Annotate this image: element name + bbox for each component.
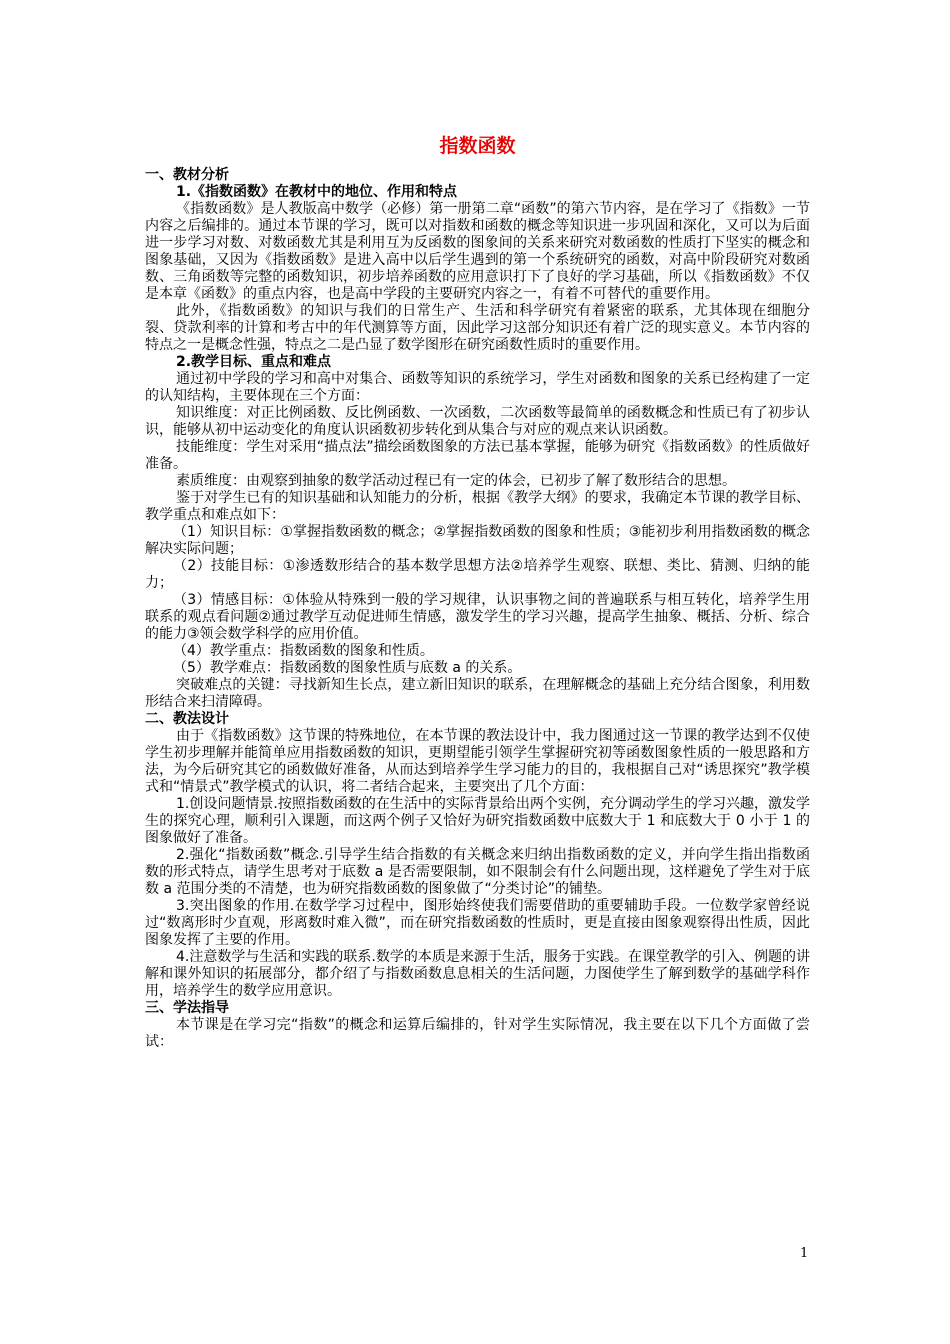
paragraph: 通过初中学段的学习和高中对集合、函数等知识的系统学习，学生对函数和图象的关系已经构建了一定的认知结构，主要体现在三个方面： — [145, 371, 810, 404]
subsection-heading-position: 1.《指数函数》在教材中的地位、作用和特点 — [176, 184, 458, 200]
paragraph: 2.强化“指数函数”概念.引导学生结合指数的有关概念来归纳出指数函数的定义，并向学生指出指数函数的形式特点，请学生思考对于底数 a 是否需要限制，如不限制会有什么问题出现，这样避免了学生对于底数 a 范围分类的不清楚，也为研究指数函数的图象做了“分类讨论”的铺垫。 — [145, 847, 810, 897]
paragraph: 素质维度：由观察到抽象的数学活动过程已有一定的体会，已初步了解了数形结合的思想。 — [176, 473, 736, 489]
goal-item: （3）情感目标：①体验从特殊到一般的学习规律，认识事物之间的普遍联系与相互转化，培养学生用联系的观点看问题②通过教学互动促进师生情感，激发学生的学习兴趣，提高学生抽象、概括、分析、综合的能力③领会数学科学的应用价值。 — [145, 592, 810, 642]
paragraph: 鉴于对学生已有的知识基础和认知能力的分析，根据《教学大纲》的要求，我确定本节课的教学目标、教学重点和难点如下： — [145, 490, 810, 523]
paragraph: 本节课是在学习完“指数”的概念和运算后编排的，针对学生实际情况，我主要在以下几个方面做了尝试： — [145, 1017, 810, 1050]
paragraph: 知识维度：对正比例函数、反比例函数、一次函数，二次函数等最简单的函数概念和性质已有了初步认识，能够从初中运动变化的角度认识函数初步转化到从集合与对应的观点来认识函数。 — [145, 405, 810, 438]
section-heading-textbook-analysis: 一、教材分析 — [145, 167, 229, 183]
goal-item: （5）教学难点：指数函数的图象性质与底数 a 的关系。 — [173, 660, 522, 676]
section-heading-learning-guidance: 三、学法指导 — [145, 1000, 229, 1016]
paragraph: 技能维度：学生对采用“描点法”描绘函数图象的方法已基本掌握，能够为研究《指数函数》的性质做好准备。 — [145, 439, 810, 472]
paragraph: 4.注意数学与生活和实践的联系.数学的本质是来源于生活，服务于实践。在课堂教学的引入、例题的讲解和课外知识的拓展部分，都介绍了与指数函数息息相关的生活问题，力图使学生了解到数学的基础学科作用，培养学生的数学应用意识。 — [145, 949, 810, 999]
page-number: 1 — [800, 1246, 809, 1261]
subsection-heading-goals: 2.教学目标、重点和难点 — [176, 354, 332, 370]
goal-item: （4）教学重点：指数函数的图象和性质。 — [173, 643, 434, 659]
goal-item: （1）知识目标：①掌握指数函数的概念；②掌握指数函数的图象和性质；③能初步利用指数函数的概念解决实际问题； — [145, 524, 810, 557]
paragraph: 3.突出图象的作用.在数学学习过程中，图形始终使我们需要借助的重要辅助手段。一位数学家曾经说过“数离形时少直观，形离数时难入微”，而在研究指数函数的性质时，更是直接由图象观察得出性质，因此图象发挥了主要的作用。 — [145, 898, 810, 948]
goal-item: （2）技能目标：①渗透数形结合的基本数学思想方法②培养学生观察、联想、类比、猜测、归纳的能力； — [145, 558, 810, 591]
paragraph: 此外，《指数函数》的知识与我们的日常生产、生活和科学研究有着紧密的联系，尤其体现在细胞分裂、贷款利率的计算和考古中的年代测算等方面，因此学习这部分知识还有着广泛的现实意义。本节内容的特点之一是概念性强，特点之二是凸显了数学图形在研究函数性质时的重要作用。 — [145, 303, 810, 353]
paragraph: 由于《指数函数》这节课的特殊地位，在本节课的教法设计中，我力图通过这一节课的教学达到不仅使学生初步理解并能简单应用指数函数的知识，更期望能引领学生掌握研究初等函数图象性质的一般思路和方法，为今后研究其它的函数做好准备，从而达到培养学生学习能力的目的，我根据自己对“诱思探究”教学模式和“情景式”教学模式的认识，将二者结合起来，主要突出了几个方面： — [145, 728, 810, 795]
paragraph: 1.创设问题情景.按照指数函数的在生活中的实际背景给出两个实例，充分调动学生的学习兴趣，激发学生的探究心理，顺利引入课题，而这两个例子又恰好为研究指数函数中底数大于 1 和底数大于 0 小于 1 的图象做好了准备。 — [145, 796, 810, 846]
paragraph: 《指数函数》是人教版高中数学（必修）第一册第二章“函数”的第六节内容，是在学习了《指数》一节内容之后编排的。通过本节课的学习，既可以对指数和函数的概念等知识进一步巩固和深化，又可以为后面进一步学习对数、对数函数尤其是利用互为反函数的图象间的关系来研究对数函数的性质打下坚实的概念和图象基础，又因为《指数函数》是进入高中以后学生遇到的第一个系统研究的函数，对高中阶段研究对数函数、三角函数等完整的函数知识，初步培养函数的应用意识打下了良好的学习基础，所以《指数函数》不仅是本章《函数》的重点内容，也是高中学段的主要研究内容之一，有着不可替代的重要作用。 — [145, 201, 810, 302]
document-body — [145, 134, 810, 1051]
paragraph: 突破难点的关键：寻找新知生长点，建立新旧知识的联系，在理解概念的基础上充分结合图象，利用数形结合来扫清障碍。 — [145, 677, 810, 710]
section-heading-teaching-method: 二、教法设计 — [145, 711, 229, 727]
document-title: 指数函数 — [439, 135, 516, 157]
